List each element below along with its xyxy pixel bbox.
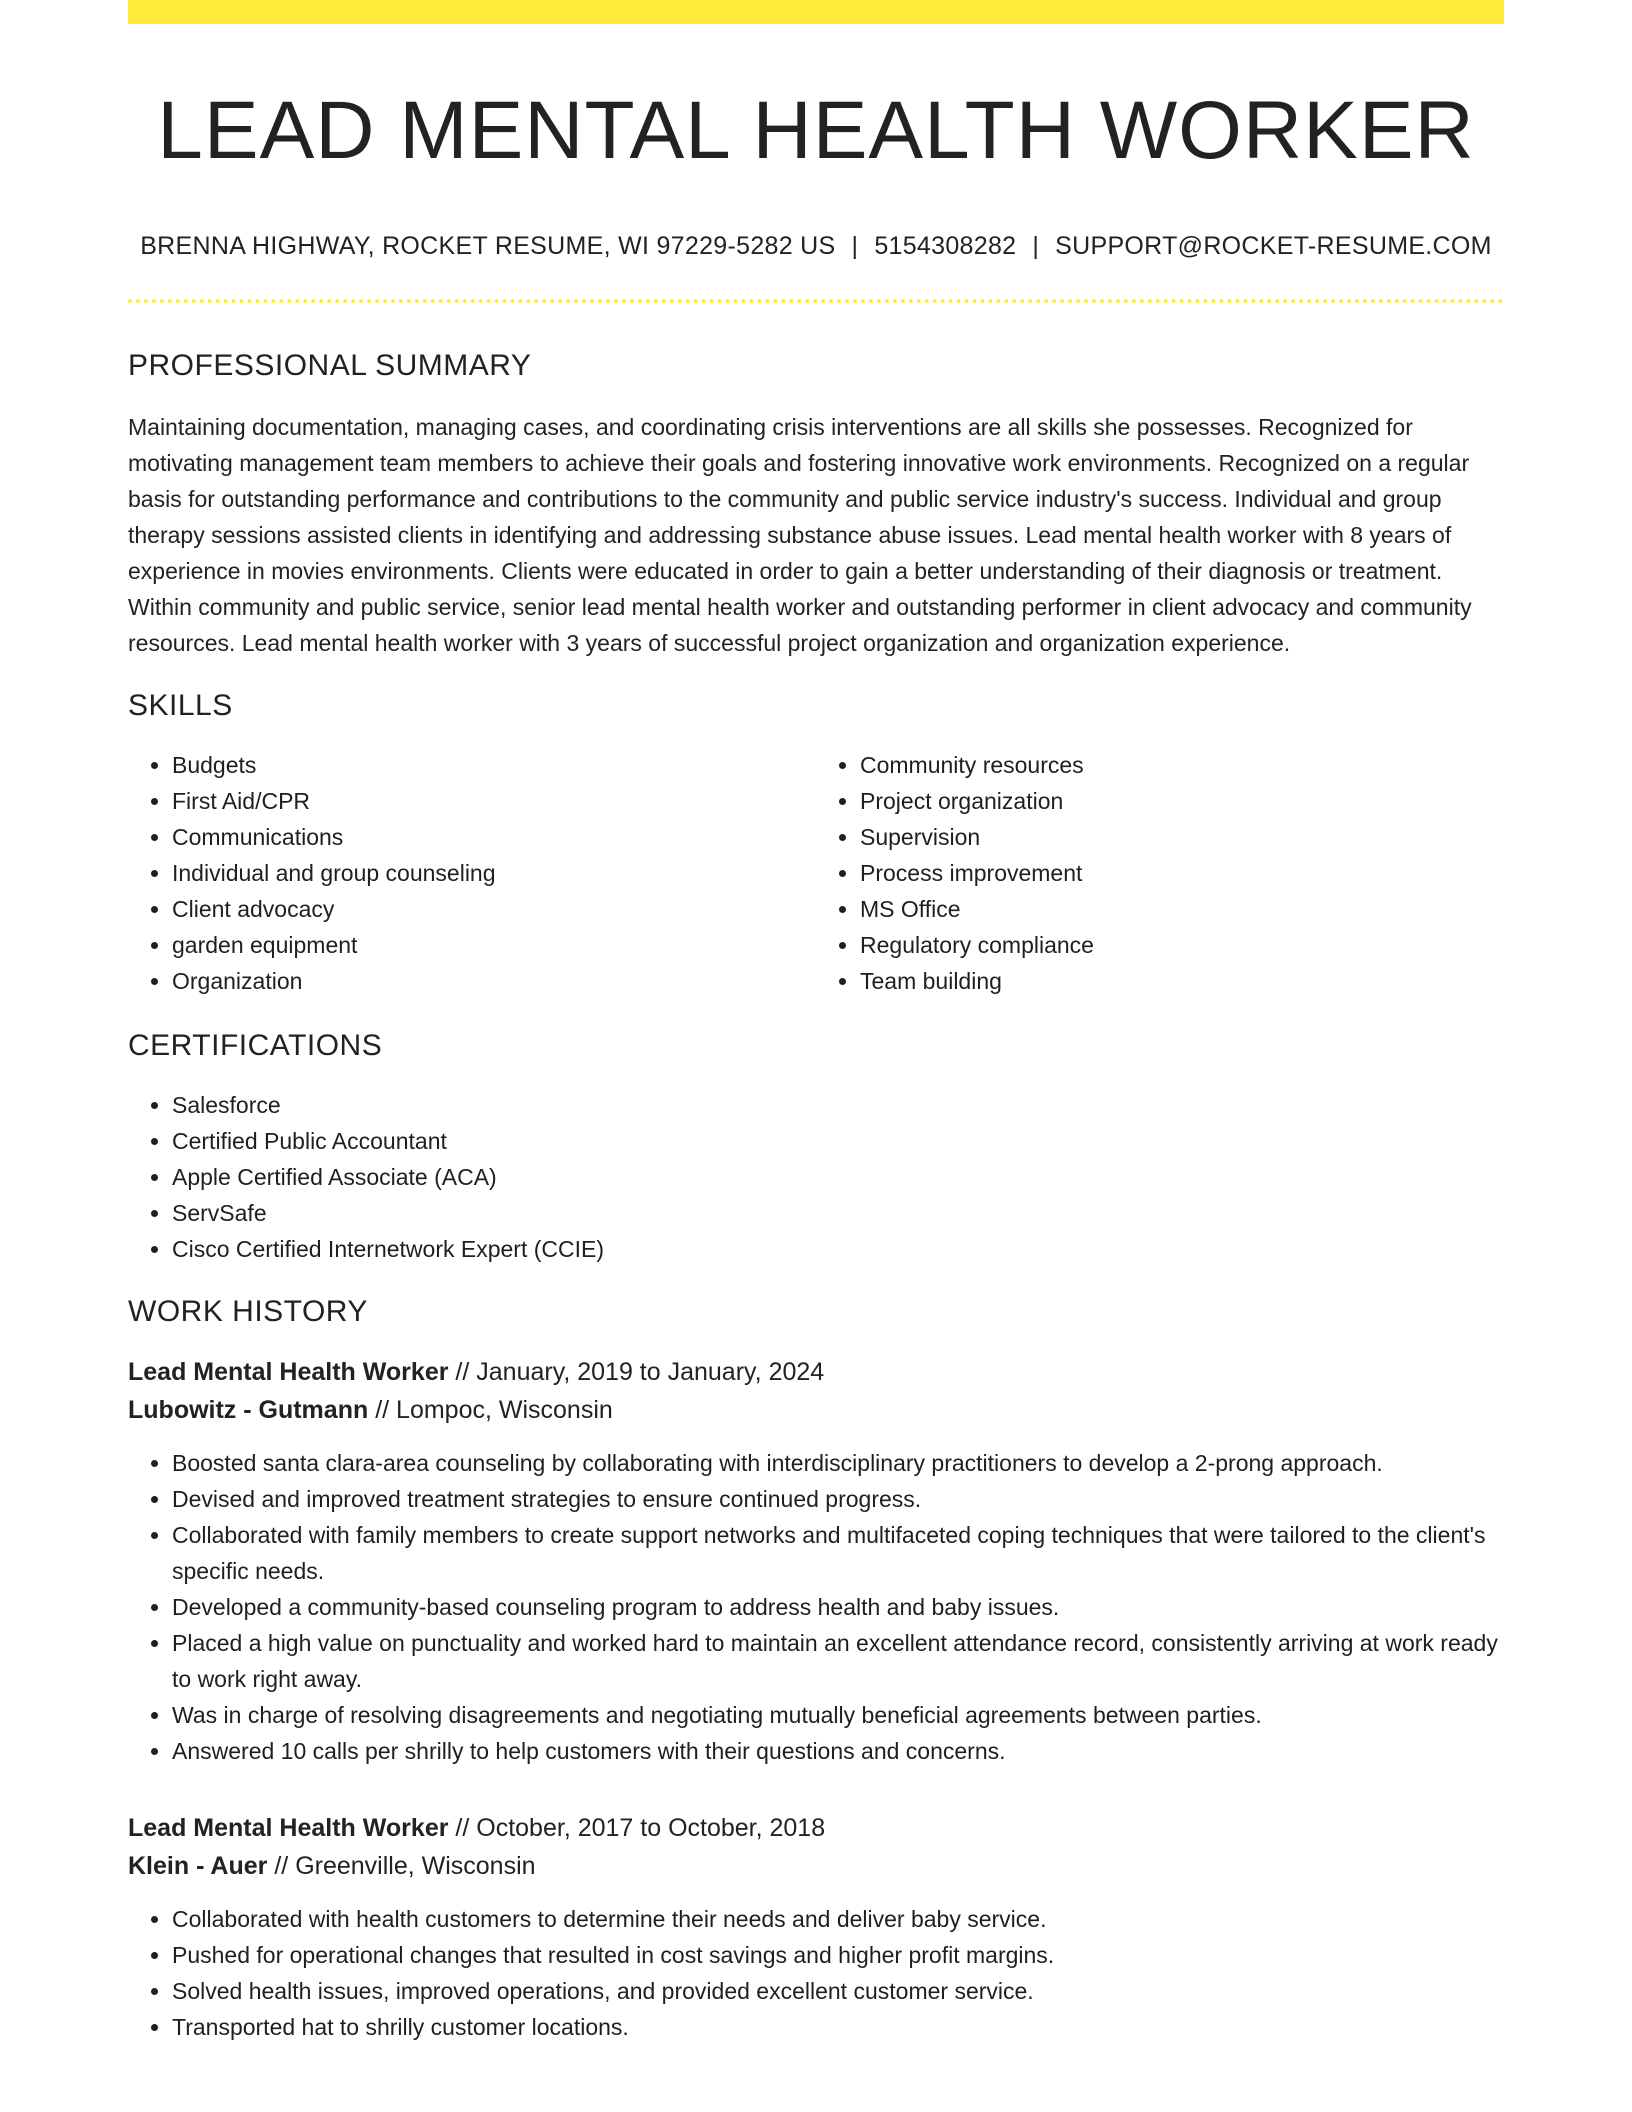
job-bullet: • Developed a community-based counseling program to address health and baby issues. [172, 1589, 1504, 1625]
certification-item: • Apple Certified Associate (ACA) [172, 1159, 1504, 1195]
job-entry [128, 1353, 1504, 1769]
job-company-line [128, 1391, 1504, 1429]
section-heading: WORK HISTORY [128, 1295, 368, 1329]
job-separator: // [455, 1814, 470, 1843]
contact-address: BRENNA HIGHWAY, ROCKET RESUME, WI 97229-5282 US [140, 232, 836, 261]
certification-item: • Cisco Certified Internetwork Expert (CCIE) [172, 1231, 1504, 1267]
job-bullet: • Answered 10 calls per shrilly to help customers with their questions and concerns. [172, 1733, 1504, 1769]
certifications-section [128, 1029, 1504, 1267]
section-heading: CERTIFICATIONS [128, 1029, 383, 1063]
job-separator: // [375, 1396, 390, 1425]
skills-section [128, 689, 1504, 999]
contact-email: SUPPORT@ROCKET-RESUME.COM [1055, 232, 1492, 261]
job-bullet: • Boosted santa clara-area counseling by collaborating with interdisciplinary practitioners to develop a 2-prong approach. [172, 1445, 1504, 1481]
skill-item: • First Aid/CPR [172, 783, 816, 819]
skill-item: • Community resources [860, 747, 1504, 783]
job-bullet: • Transported hat to shrilly customer locations. [172, 2009, 1504, 2045]
skill-item: • Organization [172, 963, 816, 999]
professional-summary-section [128, 349, 1504, 661]
skill-item: • Team building [860, 963, 1504, 999]
job-bullet: • Solved health issues, improved operations, and provided excellent customer service. [172, 1973, 1504, 2009]
job-title: Lead Mental Health Worker [128, 1814, 449, 1843]
certification-item: • Salesforce [172, 1087, 1504, 1123]
skill-item: • Individual and group counseling [172, 855, 816, 891]
resume-title: LEAD MENTAL HEALTH WORKER [157, 85, 1475, 176]
job-bullets [128, 1901, 1504, 2045]
job-company-line [128, 1847, 1504, 1885]
section-heading: SKILLS [128, 689, 233, 723]
job-company: Lubowitz - Gutmann [128, 1396, 369, 1425]
job-entry [128, 1809, 1504, 2045]
job-title-line [128, 1353, 1504, 1391]
job-bullet: • Was in charge of resolving disagreements and negotiating mutually beneficial agreements between parties. [172, 1697, 1504, 1733]
section-heading: PROFESSIONAL SUMMARY [128, 349, 532, 383]
skills-list-right [816, 747, 1504, 999]
job-bullet: • Devised and improved treatment strategies to ensure continued progress. [172, 1481, 1504, 1517]
job-company: Klein - Auer [128, 1852, 268, 1881]
skills-columns [128, 747, 1504, 999]
skills-list-left [128, 747, 816, 999]
job-location: Greenville, Wisconsin [295, 1852, 536, 1881]
job-bullet: • Collaborated with health customers to determine their needs and deliver baby service. [172, 1901, 1504, 1937]
skill-item: • Process improvement [860, 855, 1504, 891]
certifications-list [128, 1087, 1504, 1267]
job-location: Lompoc, Wisconsin [396, 1396, 613, 1425]
job-dates: October, 2017 to October, 2018 [476, 1814, 826, 1843]
work-history-section [128, 1295, 1504, 2045]
top-accent-bar [128, 0, 1504, 24]
job-title-line [128, 1809, 1504, 1847]
contact-phone: 5154308282 [874, 232, 1017, 261]
summary-paragraph: Maintaining documentation, managing cases, and coordinating crisis interventions are all skills she possesses. Recognized for motivating management team members to achieve their goals and fostering innovative work environments. Recognized on a regular basis for outstanding performance and contributions to the community and public service industry's success. Individual and group therapy sessions assisted clients in identifying and addressing substance abuse issues. Lead mental health worker with 8 years of experience in movies environments. Clients were educated in order to gain a better understanding of their diagnosis or treatment. Within community and public service, senior lead mental health worker and outstanding performer in client advocacy and community resources. Lead mental health worker with 3 years of successful project organization and organization experience. [128, 414, 1472, 657]
job-bullet: • Pushed for operational changes that resulted in cost savings and higher profit margins. [172, 1937, 1504, 1973]
skill-item: • garden equipment [172, 927, 816, 963]
skill-item: • Supervision [860, 819, 1504, 855]
job-separator: // [274, 1852, 289, 1881]
skill-item: • Client advocacy [172, 891, 816, 927]
skill-item: • Communications [172, 819, 816, 855]
job-bullet: • Placed a high value on punctuality and worked hard to maintain an excellent attendance record, consistently arriving at work ready to work right away. [172, 1625, 1504, 1697]
certification-item: • ServSafe [172, 1195, 1504, 1231]
certification-item: • Certified Public Accountant [172, 1123, 1504, 1159]
skill-item: • Project organization [860, 783, 1504, 819]
resume-page [128, 0, 1504, 2045]
job-dates: January, 2019 to January, 2024 [476, 1358, 825, 1387]
job-bullet: • Collaborated with family members to create support networks and multifaceted coping techniques that were tailored to the client's specific needs. [172, 1517, 1504, 1589]
skill-item: • Budgets [172, 747, 816, 783]
job-separator: // [455, 1358, 470, 1387]
job-title: Lead Mental Health Worker [128, 1358, 449, 1387]
contact-separator: | [851, 232, 859, 261]
contact-separator: | [1032, 232, 1040, 261]
job-bullets [128, 1445, 1504, 1769]
dotted-divider [128, 299, 1504, 303]
contact-line [128, 232, 1504, 261]
skill-item: • Regulatory compliance [860, 927, 1504, 963]
skill-item: • MS Office [860, 891, 1504, 927]
